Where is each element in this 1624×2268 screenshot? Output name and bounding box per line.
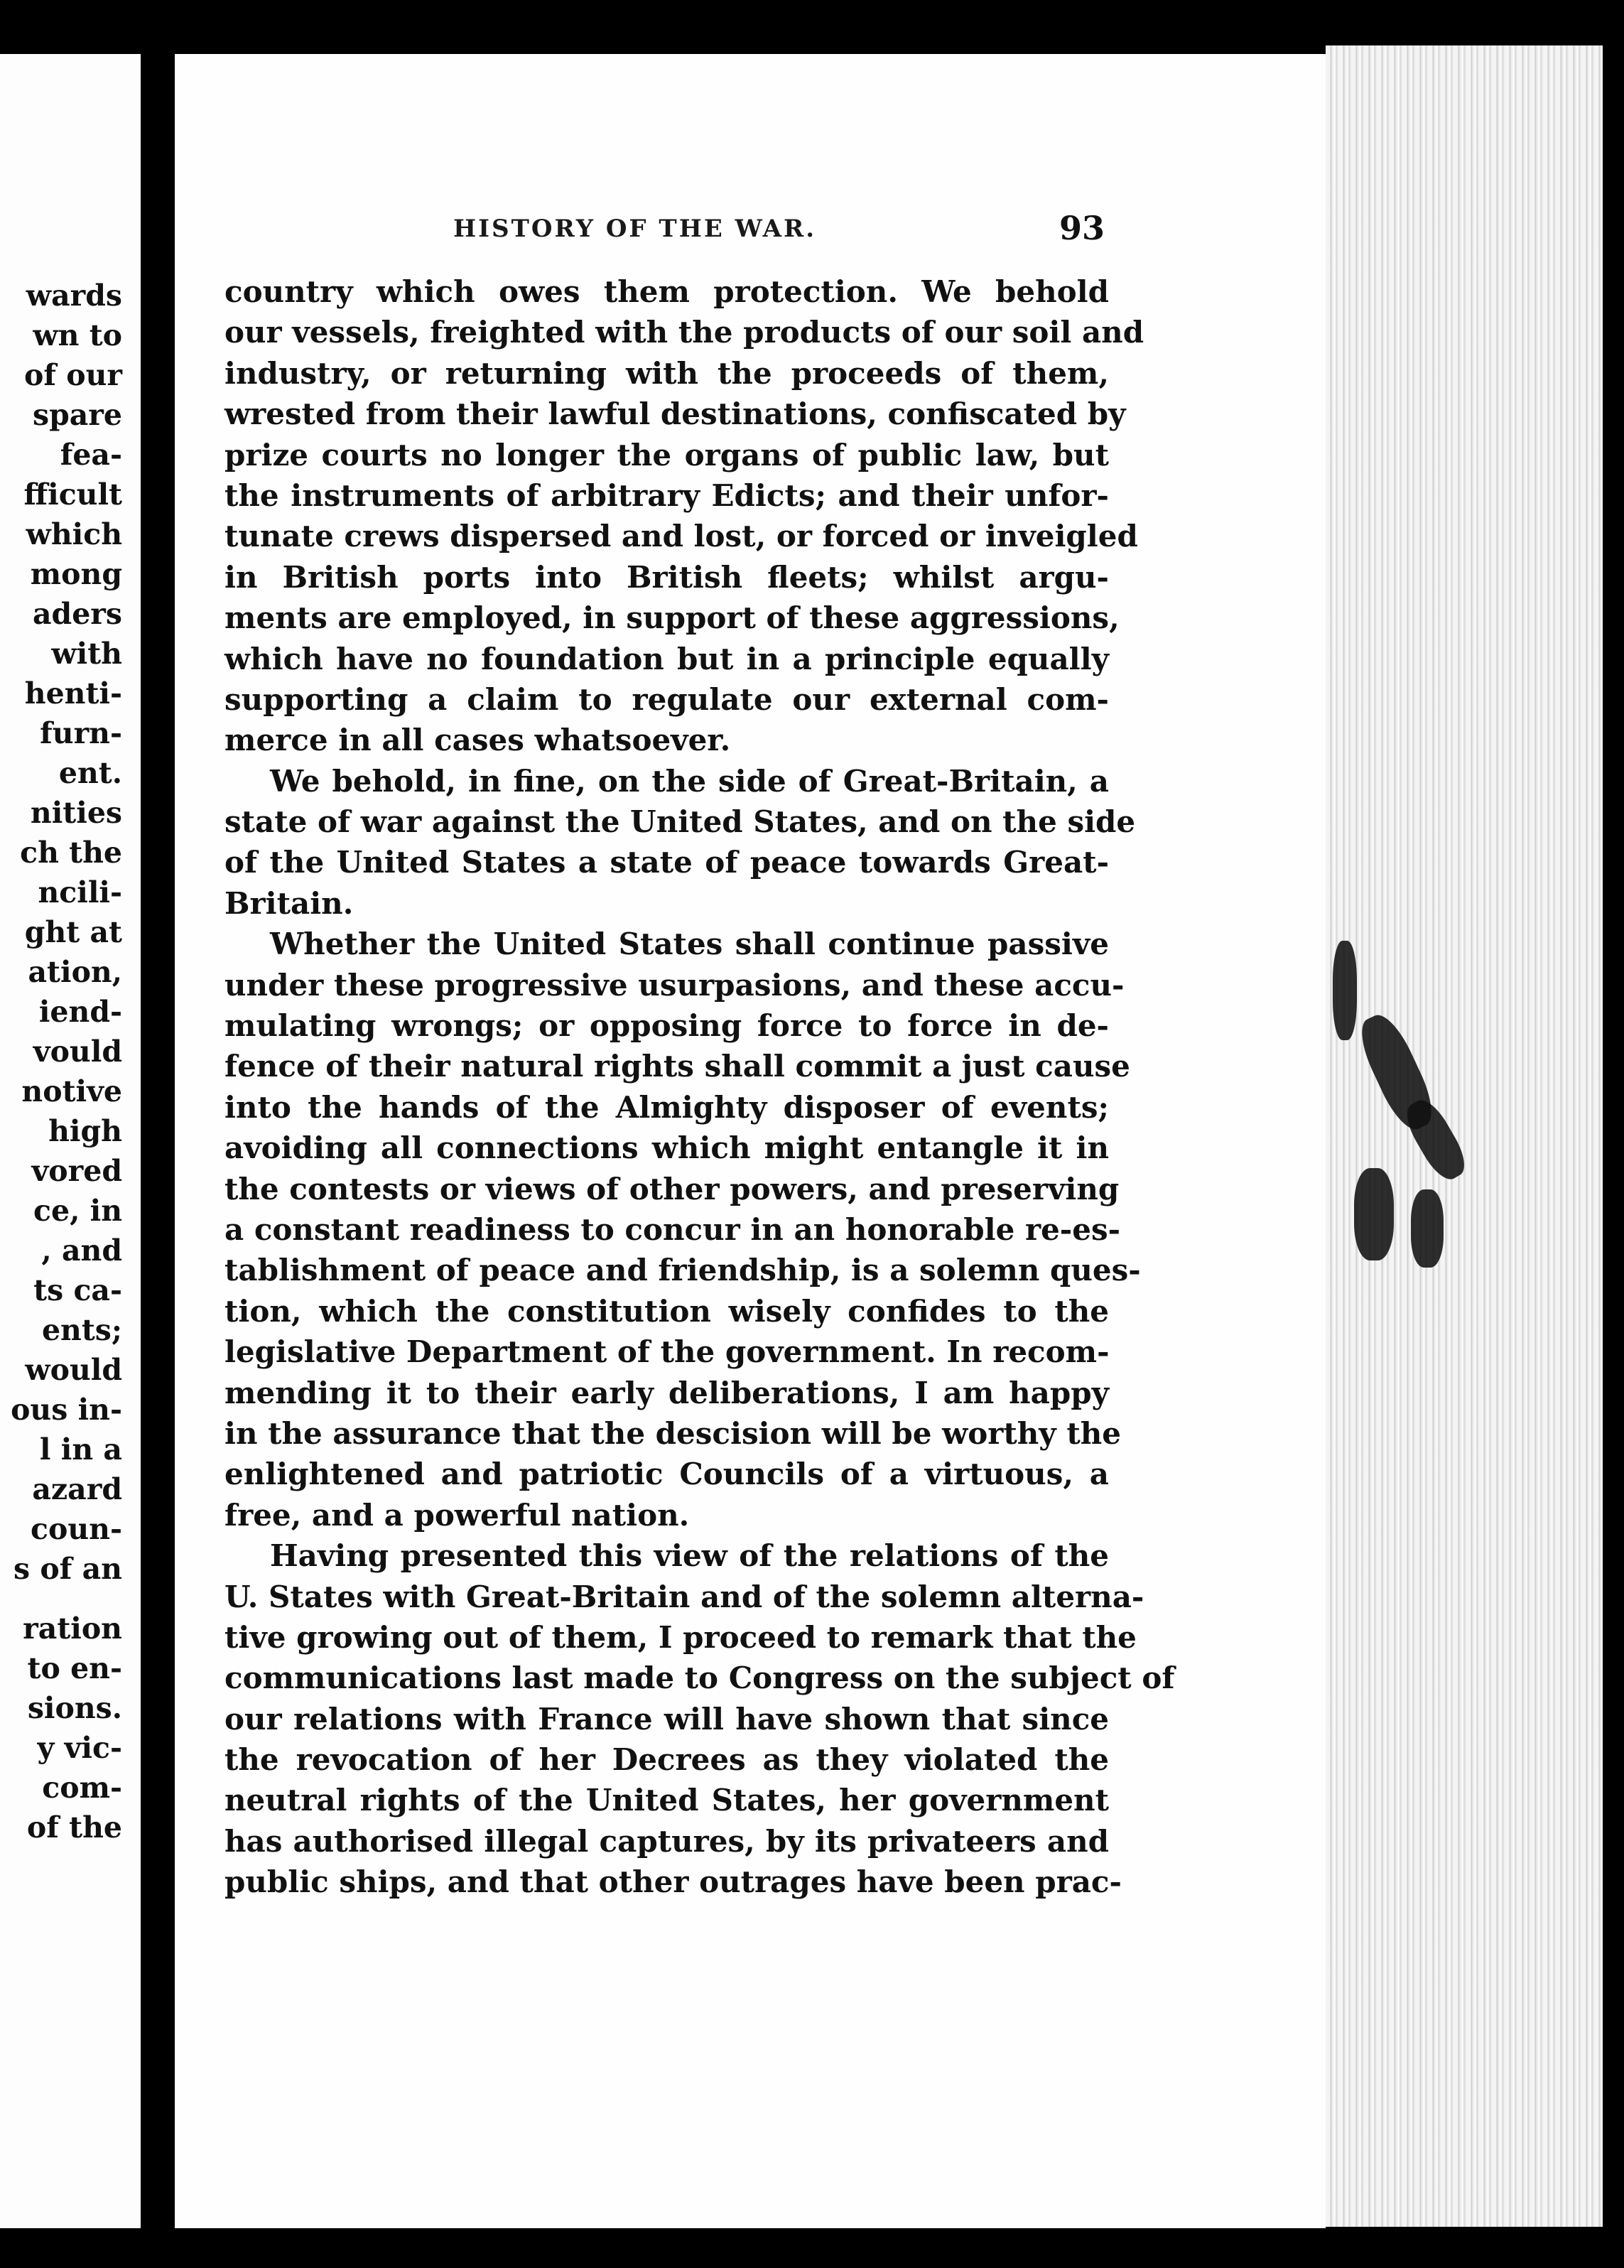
text-line: wrested from their lawful destinations, confiscated by [224,396,1126,432]
facing-page-fragment: henti- [24,676,122,711]
page-header [175,209,1240,257]
facing-page-fragment: ous in- [11,1393,122,1427]
running-head: HISTORY OF THE WAR. [453,215,817,243]
facing-page-fragment: ration [23,1611,122,1646]
text-line: enlightened and patriotic Councils of a virtuous, a [224,1457,1109,1492]
text-line: tive growing out of them, I proceed to remark that the [224,1619,1137,1655]
facing-page-strip [0,54,141,2228]
facing-page-fragment: coun- [31,1512,122,1546]
text-line: ments are employed, in support of these aggressions, [224,600,1120,636]
text-line: has authorised illegal captures, by its privateers and [224,1823,1109,1859]
facing-page-fragment: to en- [27,1651,122,1685]
facing-page-fragment: y vic- [37,1731,122,1765]
facing-page-fragment: fficult [23,477,122,512]
text-line: Having presented this view of the relations of the [270,1538,1109,1574]
text-line: tablishment of peace and friendship, is a solemn ques- [224,1253,1141,1288]
text-line: fence of their natural rights shall commit a just cause [224,1049,1130,1084]
text-line: supporting a claim to regulate our external com- [224,681,1109,717]
ink-smudge [1333,941,1357,1040]
facing-page-fragment: sions. [27,1691,122,1725]
facing-page-fragment: of the [26,1810,122,1845]
text-line: under these progressive usurpasions, and these accu- [224,967,1125,1003]
facing-page-fragment: , and [41,1233,122,1268]
text-line: a constant readiness to concur in an honorable re-es- [224,1211,1121,1247]
text-line: Britain. [224,885,354,921]
text-line: in British ports into British fleets; whilst argu- [224,559,1109,595]
facing-page-fragment: wards [26,279,122,313]
facing-page-fragment: notive [21,1074,122,1108]
text-line: Whether the United States shall continue passive [270,927,1109,962]
book-page [175,54,1326,2228]
facing-page-fragment: furn- [40,716,122,750]
facing-page-fragment: fea- [60,438,122,472]
text-line: our relations with France will have shown that since [224,1701,1109,1737]
ink-smudge [1411,1189,1444,1268]
text-line: our vessels, freighted with the products of our soil and [224,315,1144,350]
text-line: U. States with Great-Britain and of the solemn alterna- [224,1579,1144,1614]
text-line: mending it to their early deliberations, I am happy [224,1375,1109,1410]
facing-page-fragment: ts ca- [33,1273,122,1307]
book-gutter [141,0,175,2268]
text-line: neutral rights of the United States, her government [224,1783,1109,1818]
facing-page-fragment: would [25,1353,122,1387]
text-line: which have no foundation but in a principle equally [224,641,1109,676]
text-line: communications last made to Congress on the subject of [224,1660,1175,1696]
facing-page-fragment: ght at [24,915,122,949]
body-text [224,271,1290,1903]
text-line: the revocation of her Decrees as they violated the [224,1742,1109,1778]
facing-page-fragment: azard [32,1472,122,1506]
text-line: legislative Department of the government. In recom- [224,1334,1110,1370]
facing-page-fragment: wn to [33,318,122,352]
facing-page-fragment: vould [33,1035,122,1069]
facing-page-fragment: of our [23,358,122,392]
facing-page-fragment: l in a [39,1432,122,1467]
text-line: of the United States a state of peace towards Great- [224,845,1109,880]
facing-page-fragment: s of an [13,1552,122,1586]
facing-page-fragment: ent. [58,756,122,790]
text-line: public ships, and that other outrages have been prac- [224,1864,1122,1900]
text-line: free, and a powerful nation. [224,1497,690,1533]
scan-background [1603,0,1624,2268]
facing-page-fragment: ncili- [38,875,122,909]
text-line: We behold, in fine, on the side of Great-Britain, a [270,763,1109,799]
facing-page-fragment: nities [30,796,122,830]
ink-smudge [1354,1168,1394,1260]
text-line: tunate crews dispersed and lost, or forced or inveigled [224,519,1138,554]
facing-page-fragment: with [51,637,122,671]
text-line: merce in all cases whatsoever. [224,723,731,758]
text-line: mulating wrongs; or opposing force to force in de- [224,1008,1109,1044]
facing-page-fragment: ents; [41,1313,122,1347]
text-line: avoiding all connections which might entangle it in [224,1130,1109,1166]
facing-page-fragment: ch the [20,836,122,870]
text-line: the instruments of arbitrary Edicts; and their unfor- [224,477,1109,513]
facing-page-fragment: spare [32,398,122,432]
text-line: industry, or returning with the proceeds of them, [224,355,1109,391]
facing-page-fragment: iend- [38,995,122,1029]
facing-page-fragment: ation, [28,955,122,989]
facing-page-fragment: high [48,1114,122,1148]
facing-page-fragment: aders [32,597,122,631]
text-line: state of war against the United States, and on the side [224,804,1136,840]
text-line: in the assurance that the descision will be worthy the [224,1415,1121,1451]
text-line: country which owes them protection. We behold [224,274,1109,309]
page-fore-edge [1326,45,1603,2227]
page-number: 93 [1059,209,1105,247]
facing-page-fragment: which [26,517,122,551]
facing-page-fragment: vored [31,1154,122,1188]
text-line: tion, which the constitution wisely confides to the [224,1293,1109,1329]
facing-page-fragment: ce, in [33,1194,122,1228]
text-line: into the hands of the Almighty disposer of events; [224,1089,1109,1125]
text-line: the contests or views of other powers, and preserving [224,1171,1120,1206]
facing-page-fragment: com- [42,1771,122,1805]
ink-smudge [1399,1094,1472,1186]
text-line: prize courts no longer the organs of public law, but [224,437,1109,472]
facing-page-fragment: mong [30,557,122,591]
